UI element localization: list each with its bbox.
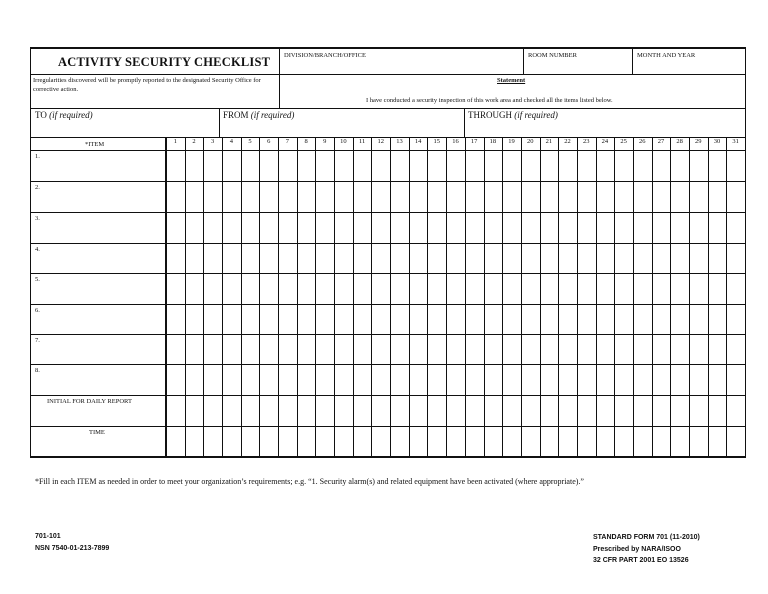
- day-header: 18: [489, 138, 497, 145]
- right-border-mid: [745, 108, 746, 138]
- day-header: 11: [358, 138, 366, 145]
- day-header: 2: [192, 138, 196, 145]
- divider-month: [632, 47, 633, 74]
- item-field[interactable]: [44, 184, 162, 208]
- day-header: 6: [267, 138, 271, 145]
- from-label: FROM (if required): [223, 110, 295, 120]
- grid-bottom-border: [30, 456, 746, 458]
- day-header: 5: [248, 138, 252, 145]
- item-field[interactable]: [44, 337, 162, 361]
- day-column-line: [670, 137, 671, 458]
- form-code: 701-101: [35, 533, 61, 540]
- day-column-line: [390, 137, 391, 458]
- day-header: 25: [620, 138, 627, 145]
- item-field[interactable]: [44, 276, 162, 300]
- row-rule: [30, 395, 746, 396]
- day-column-line: [315, 137, 316, 458]
- day-column-line: [222, 137, 223, 458]
- row-rule: [30, 181, 746, 182]
- day-header: 1: [173, 138, 177, 145]
- day-header: 8: [304, 138, 308, 145]
- footnote: *Fill in each ITEM as needed in order to meet your organization’s requirements; e.g. “1. Security alarm(s) and related equipment have been activated (where appropriate).”: [35, 477, 584, 486]
- statement-heading: Statement: [497, 77, 526, 84]
- item-field[interactable]: [44, 307, 162, 331]
- divider-from: [219, 108, 220, 138]
- item-row-label: 4.: [35, 246, 40, 253]
- day-header: 29: [695, 138, 702, 145]
- day-column-line: [353, 137, 354, 458]
- day-header: 20: [526, 138, 534, 145]
- day-header: 19: [508, 138, 515, 145]
- day-header: 22: [564, 138, 571, 145]
- day-column-line: [540, 137, 541, 458]
- day-column-line: [278, 137, 279, 458]
- month-year-field[interactable]: [637, 60, 741, 72]
- day-column-line: [596, 137, 597, 458]
- item-header: *ITEM: [85, 141, 105, 148]
- day-column-line: [577, 137, 578, 458]
- day-header: 28: [676, 138, 683, 145]
- right-border-top: [745, 47, 746, 109]
- cfr-reference: 32 CFR PART 2001 EO 13526: [593, 557, 689, 564]
- item-field[interactable]: [44, 215, 162, 239]
- grid-left-border: [30, 137, 31, 458]
- standard-form-id: STANDARD FORM 701 (11-2010): [593, 534, 700, 541]
- day-column-line: [203, 137, 204, 458]
- day-column-line: [427, 137, 428, 458]
- divider-room: [523, 47, 524, 74]
- item-field[interactable]: [44, 367, 162, 391]
- division-label: DIVISION/BRANCH/OFFICE: [284, 52, 366, 59]
- day-header: 14: [414, 138, 422, 145]
- left-border-top: [30, 47, 31, 109]
- day-header: 3: [211, 138, 215, 145]
- row-rule: [30, 304, 746, 305]
- header-rule: [30, 74, 746, 75]
- row-rule: [30, 426, 746, 427]
- day-header: 10: [340, 138, 347, 145]
- item-column-divider: [165, 137, 167, 458]
- time-label: TIME: [89, 429, 105, 436]
- day-header: 12: [377, 138, 385, 145]
- item-field[interactable]: [44, 246, 162, 270]
- day-column-line: [502, 137, 503, 458]
- left-border-mid: [30, 108, 31, 138]
- day-header: 15: [433, 138, 441, 145]
- to-label: TO (if required): [35, 110, 93, 120]
- day-header: 17: [470, 138, 478, 145]
- day-header: 13: [396, 138, 403, 145]
- day-header: 26: [639, 138, 646, 145]
- item-row-label: 1.: [35, 153, 40, 160]
- item-row-label: 3.: [35, 215, 40, 222]
- day-header: 31: [732, 138, 739, 145]
- prescribed-by: Prescribed by NARA/ISOO: [593, 546, 681, 553]
- nsn-number: NSN 7540-01-213-7899: [35, 545, 110, 552]
- day-column-line: [633, 137, 634, 458]
- through-field[interactable]: [468, 122, 740, 134]
- division-field[interactable]: [284, 60, 520, 72]
- row-rule: [30, 364, 746, 365]
- day-column-line: [409, 137, 410, 458]
- grid-right-border: [745, 137, 746, 458]
- day-column-line: [259, 137, 260, 458]
- row-rule: [30, 273, 746, 274]
- item-row-label: 8.: [35, 367, 40, 374]
- statement-rule: [30, 108, 746, 109]
- divider-title: [279, 47, 280, 109]
- divider-through: [464, 108, 465, 138]
- item-row-label: 5.: [35, 276, 40, 283]
- day-header: 23: [582, 138, 590, 145]
- row-rule: [30, 334, 746, 335]
- day-column-line: [334, 137, 335, 458]
- day-column-line: [185, 137, 186, 458]
- through-label: THROUGH (if required): [468, 110, 558, 120]
- day-header: 7: [285, 138, 290, 145]
- day-column-line: [241, 137, 242, 458]
- day-header: 27: [657, 138, 665, 145]
- day-column-line: [708, 137, 709, 458]
- day-column-line: [446, 137, 447, 458]
- day-column-line: [726, 137, 727, 458]
- day-column-line: [652, 137, 653, 458]
- grid-header-rule: [30, 150, 746, 151]
- day-column-line: [521, 137, 522, 458]
- row-rule: [30, 212, 746, 213]
- day-header: 9: [323, 138, 327, 145]
- room-number-field[interactable]: [528, 60, 628, 72]
- month-year-label: MONTH AND YEAR: [637, 52, 696, 59]
- day-column-line: [297, 137, 298, 458]
- day-header: 30: [713, 138, 721, 145]
- item-row-label: 2.: [35, 184, 40, 191]
- row-rule: [30, 243, 746, 244]
- day-column-line: [614, 137, 615, 458]
- to-field[interactable]: [34, 122, 214, 134]
- from-field[interactable]: [223, 122, 459, 134]
- day-header: 21: [545, 138, 553, 145]
- day-column-line: [371, 137, 372, 458]
- day-column-line: [465, 137, 466, 458]
- irregularities-note: Irregularities discovered will be promptly reported to the designated Security Office for corrective action.: [33, 77, 261, 93]
- day-column-line: [484, 137, 485, 458]
- statement-text: I have conducted a security inspection of this work area and checked all the items listed below.: [366, 97, 613, 104]
- top-border: [30, 47, 746, 49]
- day-column-line: [558, 137, 559, 458]
- day-column-line: [689, 137, 690, 458]
- day-header: 24: [601, 138, 609, 145]
- item-row-label: 6.: [35, 307, 40, 314]
- form-title: ACTIVITY SECURITY CHECKLIST: [58, 55, 271, 69]
- day-header: 16: [452, 138, 459, 145]
- initial-daily-report-label: INITIAL FOR DAILY REPORT: [47, 398, 132, 405]
- item-field[interactable]: [44, 153, 162, 177]
- item-row-label: 7.: [35, 337, 40, 344]
- room-number-label: ROOM NUMBER: [528, 52, 577, 59]
- day-header: 4: [229, 138, 233, 145]
